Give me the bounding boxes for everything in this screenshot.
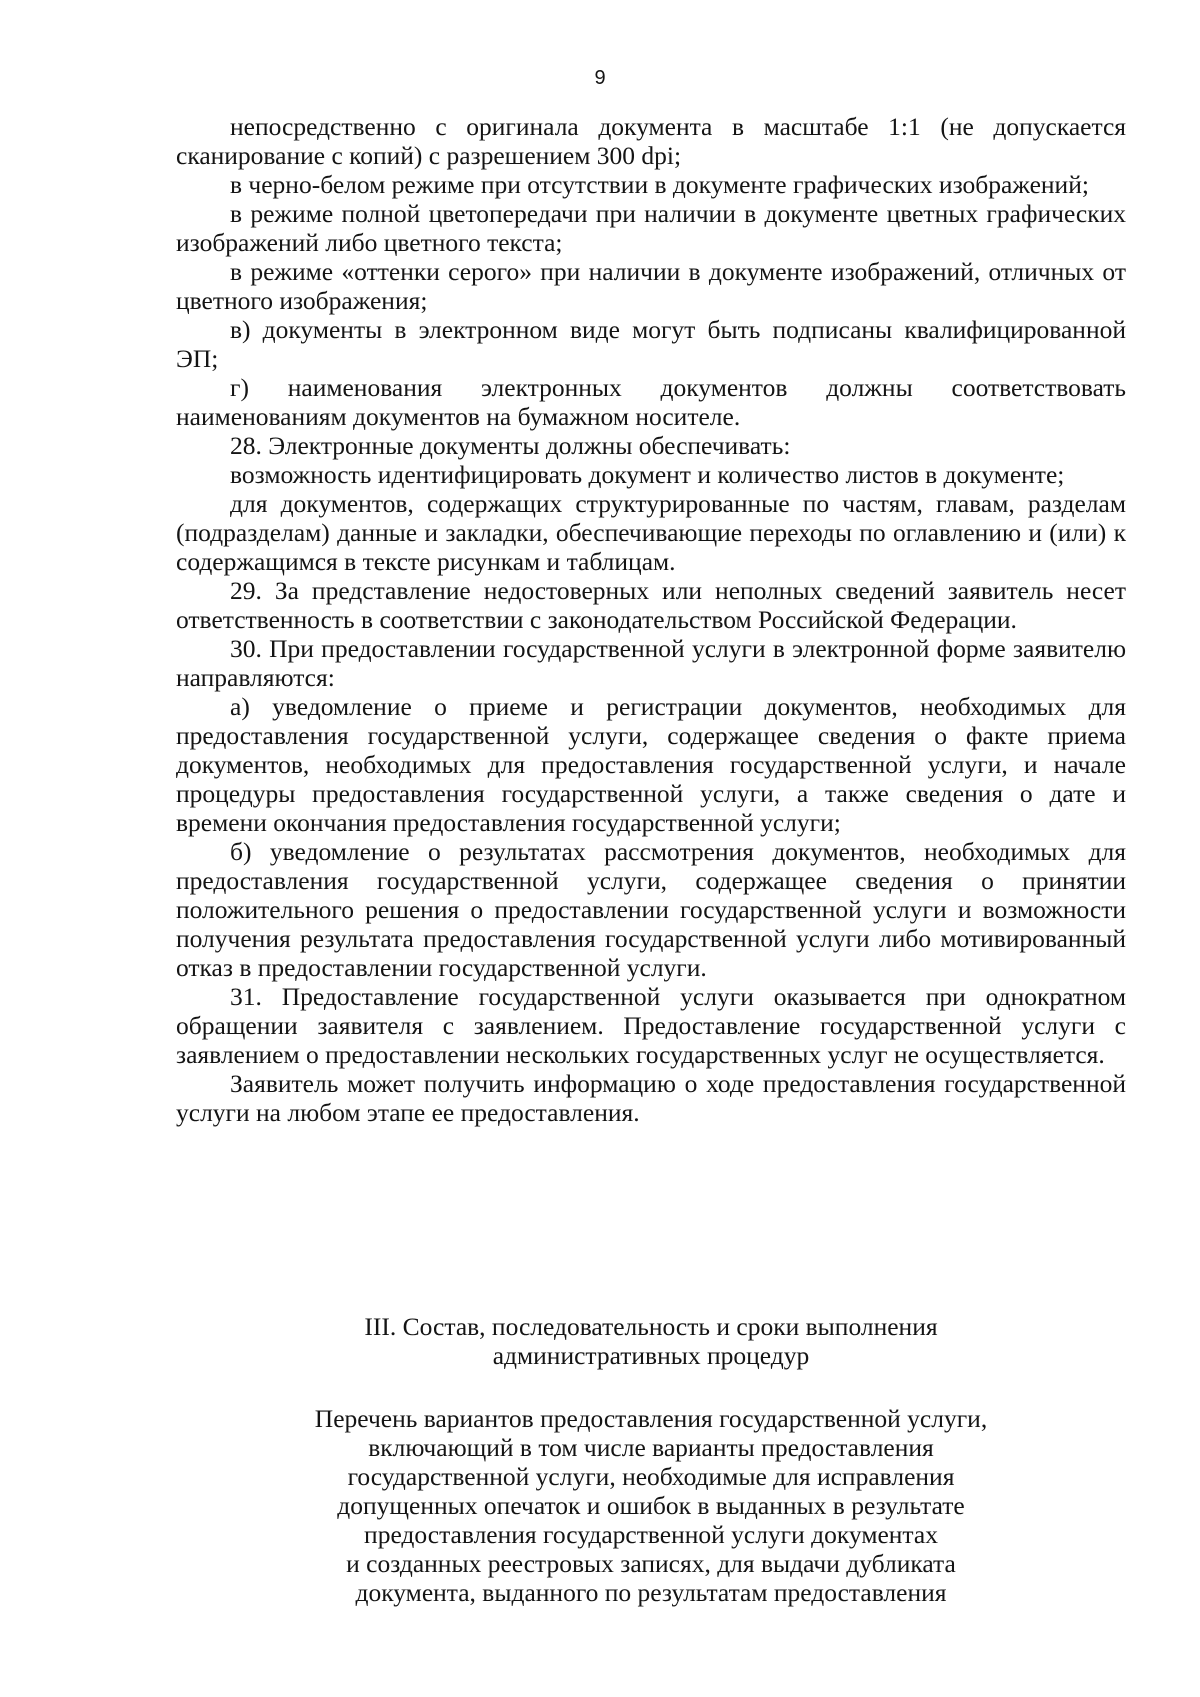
paragraph-item-v-signature: в) документы в электронном виде могут быть подписаны квалифицированной ЭП; [176, 315, 1126, 373]
section-heading-line: III. Состав, последовательность и сроки выполнения [364, 1312, 938, 1341]
paragraph-item-30a: а) уведомление о приеме и регистрации документов, необходимых для предоставления государственной услуги, содержащее сведения о факте приема документов, необходимых для предоставления государственной услуги, и начале процедуры предоставления государственной услуги, а также сведения о дате и времени окончания предоставления государственной услуги; [176, 692, 1126, 837]
subsection-heading-line: и созданных реестровых записях, для выдачи дубликата [346, 1549, 956, 1578]
subsection-heading-line: документа, выданного по результатам предоставления [355, 1578, 947, 1607]
paragraph-grayscale-mode: в режиме «оттенки серого» при наличии в документе изображений, отличных от цветного изображения; [176, 257, 1126, 315]
subsection-heading-line: предоставления государственной услуги документах [364, 1520, 938, 1549]
subsection-heading-line: включающий в том числе варианты предоставления [368, 1433, 934, 1462]
paragraph-applicant-info: Заявитель может получить информацию о ходе предоставления государственной услуги на любом этапе ее предоставления. [176, 1069, 1126, 1127]
paragraph-item-g-names: г) наименования электронных документов должны соответствовать наименованиям документов на бумажном носителе. [176, 373, 1126, 431]
paragraph-item-30: 30. При предоставлении государственной услуги в электронной форме заявителю направляются: [176, 634, 1126, 692]
page-number: 9 [594, 67, 606, 89]
paragraph-item-29: 29. За представление недостоверных или неполных сведений заявитель несет ответственность в соответствии с законодательством Российской Федерации. [176, 576, 1126, 634]
subsection-heading-line: Перечень вариантов предоставления государственной услуги, [314, 1404, 988, 1433]
paragraph-scan-original: непосредственно с оригинала документа в масштабе 1:1 (не допускается сканирование с копий) с разрешением 300 dpi; [176, 112, 1126, 170]
paragraph-item-31: 31. Предоставление государственной услуги оказывается при однократном обращении заявителя с заявлением. Предоставление государственной услуги с заявлением о предоставлении нескольких государственных услуг не осуществляется. [176, 982, 1126, 1069]
paragraph-full-color-mode: в режиме полной цветопередачи при наличии в документе цветных графических изображений либо цветного текста; [176, 199, 1126, 257]
body-text [176, 112, 1126, 1127]
subsection-heading-line: государственной услуги, необходимые для исправления [347, 1462, 955, 1491]
subsection-heading-line: допущенных опечаток и ошибок в выданных в результате [337, 1491, 965, 1520]
headings-block [176, 1312, 1126, 1607]
paragraph-identify-document: возможность идентифицировать документ и количество листов в документе; [230, 460, 1065, 489]
paragraph-item-28: 28. Электронные документы должны обеспечивать: [230, 431, 791, 460]
paragraph-structured-documents: для документов, содержащих структурированные по частям, главам, разделам (подразделам) данные и закладки, обеспечивающие переходы по оглавлению и (или) к содержащимся в тексте рисункам и таблицам. [176, 489, 1126, 576]
section-heading [176, 1312, 1126, 1370]
paragraph-item-30b: б) уведомление о результатах рассмотрения документов, необходимых для предоставления государственной услуги, содержащее сведения о принятии положительного решения о предоставлении государственной услуги и возможности получения результата предоставления государственной услуги либо мотивированный отказ в предоставлении государственной услуги. [176, 837, 1126, 982]
subsection-heading [176, 1404, 1126, 1607]
section-heading-line: административных процедур [492, 1341, 810, 1370]
paragraph-black-white-mode: в черно-белом режиме при отсутствии в документе графических изображений; [230, 170, 1089, 199]
